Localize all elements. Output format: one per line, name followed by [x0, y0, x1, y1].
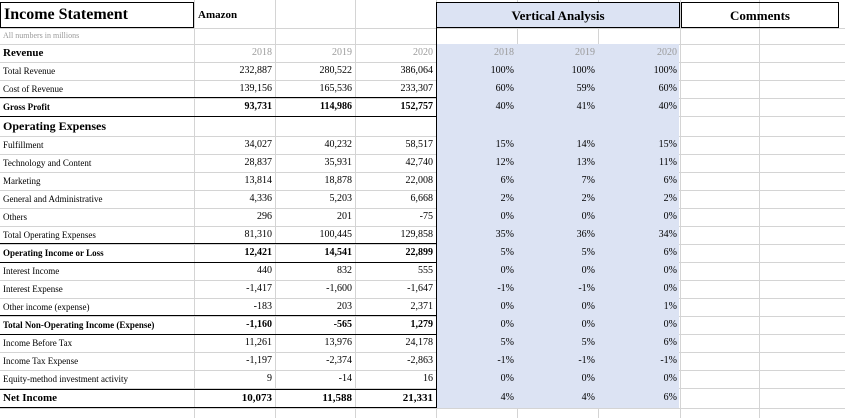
percent-cell[interactable]: 2% — [581, 193, 595, 204]
percent-cell[interactable]: 6% — [500, 175, 514, 186]
value-cell[interactable]: 165,536 — [319, 83, 352, 94]
value-cell[interactable]: 2018 — [252, 47, 272, 58]
value-cell[interactable]: 2020 — [413, 47, 433, 58]
percent-cell[interactable]: 60% — [495, 83, 514, 94]
value-cell[interactable]: 280,522 — [319, 65, 352, 76]
value-cell[interactable]: 201 — [337, 211, 352, 222]
value-cell[interactable] — [356, 116, 436, 136]
value-cell[interactable]: 233,307 — [400, 83, 433, 94]
percent-cell[interactable] — [599, 116, 680, 136]
value-cell[interactable]: 296 — [257, 211, 272, 222]
value-cell[interactable]: 13,814 — [244, 175, 272, 186]
percent-cell[interactable]: 6% — [663, 392, 677, 403]
value-cell[interactable] — [195, 116, 275, 136]
percent-cell[interactable]: 60% — [658, 83, 677, 94]
row-border — [0, 389, 436, 390]
value-cell[interactable]: 14,541 — [324, 247, 352, 258]
percent-cell[interactable]: 13% — [576, 157, 595, 168]
percent-cell[interactable]: 6% — [663, 247, 677, 258]
value-cell[interactable]: -75 — [419, 211, 433, 222]
value-cell[interactable]: 4,336 — [249, 193, 272, 204]
value-cell[interactable]: -2,863 — [407, 355, 433, 366]
value-cell[interactable]: 16 — [423, 373, 433, 384]
value-cell[interactable]: 34,027 — [244, 139, 272, 150]
row-border — [0, 116, 436, 117]
percent-cell[interactable]: 7% — [581, 175, 595, 186]
percent-cell[interactable]: 5% — [581, 247, 595, 258]
value-cell[interactable]: 232,887 — [239, 65, 272, 76]
row-border — [0, 262, 436, 263]
value-cell[interactable]: 129,858 — [400, 229, 433, 240]
row-border — [0, 97, 436, 98]
value-cell[interactable]: 10,073 — [241, 391, 272, 404]
percent-cell[interactable]: 100% — [653, 65, 677, 76]
row-label[interactable]: Gross Profit — [3, 101, 50, 112]
row-label[interactable]: Total Revenue — [3, 65, 56, 76]
percent-cell[interactable]: 0% — [663, 373, 677, 384]
column-border — [436, 28, 437, 408]
value-cell[interactable]: -1,647 — [407, 283, 433, 294]
percent-cell[interactable]: 0% — [500, 301, 514, 312]
value-cell[interactable]: 13,976 — [324, 337, 352, 348]
row-label[interactable]: Operating Expenses — [3, 119, 107, 133]
value-cell[interactable]: 5,203 — [329, 193, 352, 204]
value-cell[interactable]: 18,878 — [324, 175, 352, 186]
row-label[interactable]: Operating Income or Loss — [3, 247, 104, 258]
percent-cell[interactable]: 12% — [495, 157, 514, 168]
percent-cell[interactable]: -1% — [497, 355, 514, 366]
value-cell[interactable]: -183 — [253, 301, 272, 312]
percent-cell[interactable]: 0% — [663, 283, 677, 294]
row-label[interactable]: Total Non-Operating Income (Expense) — [3, 319, 155, 330]
row-label[interactable]: Income Tax Expense — [3, 355, 79, 366]
value-cell[interactable]: 28,837 — [244, 157, 272, 168]
row-label[interactable]: Revenue — [3, 46, 44, 59]
value-cell[interactable]: 21,331 — [402, 391, 433, 404]
value-cell[interactable]: 22,899 — [405, 247, 433, 258]
percent-cell[interactable]: 5% — [581, 337, 595, 348]
value-cell[interactable]: 11,588 — [322, 391, 352, 404]
row-border — [0, 334, 436, 335]
value-cell[interactable]: 2,371 — [410, 301, 433, 312]
value-cell[interactable]: -1,160 — [246, 319, 272, 330]
vertical-analysis-header[interactable]: Vertical Analysis — [436, 2, 680, 28]
row-label[interactable]: Income Before Tax — [3, 337, 73, 348]
percent-cell[interactable]: -1% — [578, 283, 595, 294]
grid-vline — [680, 0, 681, 418]
percent-cell[interactable]: 0% — [581, 211, 595, 222]
percent-cell[interactable]: 15% — [658, 139, 677, 150]
percent-cell[interactable]: 40% — [658, 101, 677, 112]
value-cell[interactable]: 40,232 — [324, 139, 352, 150]
value-cell[interactable]: 100,445 — [319, 229, 352, 240]
row-label[interactable]: Cost of Revenue — [3, 83, 63, 94]
percent-cell[interactable]: 0% — [581, 319, 595, 330]
percent-cell[interactable]: 2020 — [657, 47, 677, 58]
value-cell[interactable]: -14 — [338, 373, 352, 384]
row-border — [0, 315, 436, 316]
grid-vline — [759, 0, 760, 418]
value-cell[interactable]: 12,421 — [244, 247, 272, 258]
value-cell[interactable]: 58,517 — [405, 139, 433, 150]
percent-cell[interactable]: 40% — [495, 101, 514, 112]
value-cell[interactable]: 832 — [337, 265, 352, 276]
value-cell[interactable]: 24,178 — [405, 337, 433, 348]
row-label[interactable]: Others — [3, 211, 27, 222]
units-note[interactable]: All numbers in millions — [3, 31, 80, 40]
title-cell[interactable]: Income Statement — [0, 2, 194, 28]
percent-cell[interactable]: 6% — [663, 175, 677, 186]
percent-cell[interactable]: 11% — [659, 157, 677, 168]
percent-cell[interactable]: 34% — [658, 229, 677, 240]
value-cell[interactable]: 203 — [337, 301, 352, 312]
percent-cell[interactable]: 100% — [571, 65, 595, 76]
value-cell[interactable]: 81,310 — [244, 229, 272, 240]
row-border — [0, 407, 436, 408]
percent-cell[interactable]: 0% — [581, 301, 595, 312]
percent-cell[interactable]: 36% — [576, 229, 595, 240]
value-cell[interactable]: 93,731 — [244, 101, 272, 112]
percent-cell[interactable]: 2018 — [494, 47, 514, 58]
value-cell[interactable] — [276, 116, 355, 136]
percent-cell[interactable]: 2% — [500, 193, 514, 204]
row-label[interactable]: Interest Income — [3, 265, 60, 276]
percent-cell[interactable]: 0% — [500, 265, 514, 276]
percent-cell[interactable]: 100% — [490, 65, 514, 76]
percent-cell[interactable]: 14% — [576, 139, 595, 150]
value-cell[interactable]: -1,600 — [326, 283, 352, 294]
percent-cell[interactable]: 15% — [495, 139, 514, 150]
percent-cell[interactable]: 35% — [495, 229, 514, 240]
percent-cell[interactable]: 0% — [663, 319, 677, 330]
value-cell[interactable]: -565 — [333, 319, 352, 330]
row-label[interactable]: Equity-method investment activity — [3, 373, 128, 384]
row-label[interactable]: Interest Expense — [3, 283, 63, 294]
percent-cell[interactable]: 4% — [500, 392, 514, 403]
value-cell[interactable]: 9 — [267, 373, 272, 384]
value-cell[interactable]: -2,374 — [326, 355, 352, 366]
value-cell[interactable]: 42,740 — [405, 157, 433, 168]
percent-cell[interactable]: 5% — [500, 337, 514, 348]
row-label[interactable]: Technology and Content — [3, 157, 92, 168]
percent-cell[interactable]: 0% — [500, 373, 514, 384]
row-label[interactable]: Fulfillment — [3, 139, 44, 150]
company-cell[interactable]: Amazon — [198, 8, 238, 21]
value-cell[interactable]: 114,986 — [320, 101, 352, 112]
value-cell[interactable]: 22,008 — [405, 175, 433, 186]
percent-cell[interactable]: 2019 — [575, 47, 595, 58]
percent-cell[interactable]: 0% — [581, 373, 595, 384]
percent-cell[interactable]: 0% — [581, 265, 595, 276]
percent-cell[interactable]: -1% — [660, 355, 677, 366]
row-label[interactable]: Total Operating Expenses — [3, 229, 96, 240]
value-cell[interactable]: 386,064 — [400, 65, 433, 76]
row-border — [0, 243, 436, 244]
percent-cell[interactable]: 1% — [663, 301, 677, 312]
value-cell[interactable]: -1,417 — [246, 283, 272, 294]
value-cell[interactable]: 152,757 — [400, 101, 433, 112]
value-cell[interactable]: 2019 — [332, 47, 352, 58]
percent-cell[interactable]: 2% — [663, 193, 677, 204]
percent-cell[interactable]: 0% — [500, 211, 514, 222]
row-label[interactable]: General and Administrative — [3, 193, 103, 204]
value-cell[interactable]: -1,197 — [246, 355, 272, 366]
percent-cell[interactable]: 0% — [500, 319, 514, 330]
value-cell[interactable]: 555 — [418, 265, 433, 276]
comments-header[interactable]: Comments — [681, 2, 839, 28]
percent-cell[interactable]: 0% — [663, 265, 677, 276]
value-cell[interactable]: 1,279 — [410, 319, 433, 330]
percent-cell[interactable] — [437, 116, 517, 136]
percent-cell[interactable]: -1% — [578, 355, 595, 366]
percent-cell[interactable]: 5% — [500, 247, 514, 258]
percent-cell[interactable]: 41% — [576, 101, 595, 112]
row-label[interactable]: Other income (expense) — [3, 301, 90, 312]
percent-cell[interactable] — [518, 116, 598, 136]
value-cell[interactable]: 6,668 — [410, 193, 433, 204]
value-cell[interactable]: 440 — [257, 265, 272, 276]
grid-hline — [0, 408, 845, 409]
percent-cell[interactable]: 59% — [576, 83, 595, 94]
percent-cell[interactable]: -1% — [497, 283, 514, 294]
value-cell[interactable]: 139,156 — [239, 83, 272, 94]
percent-cell[interactable]: 0% — [663, 211, 677, 222]
value-cell[interactable]: 35,931 — [324, 157, 352, 168]
percent-cell[interactable]: 4% — [581, 392, 595, 403]
value-cell[interactable]: 11,261 — [244, 337, 272, 348]
row-label[interactable]: Marketing — [3, 175, 41, 186]
percent-cell[interactable]: 6% — [663, 337, 677, 348]
row-label[interactable]: Net Income — [3, 391, 58, 404]
